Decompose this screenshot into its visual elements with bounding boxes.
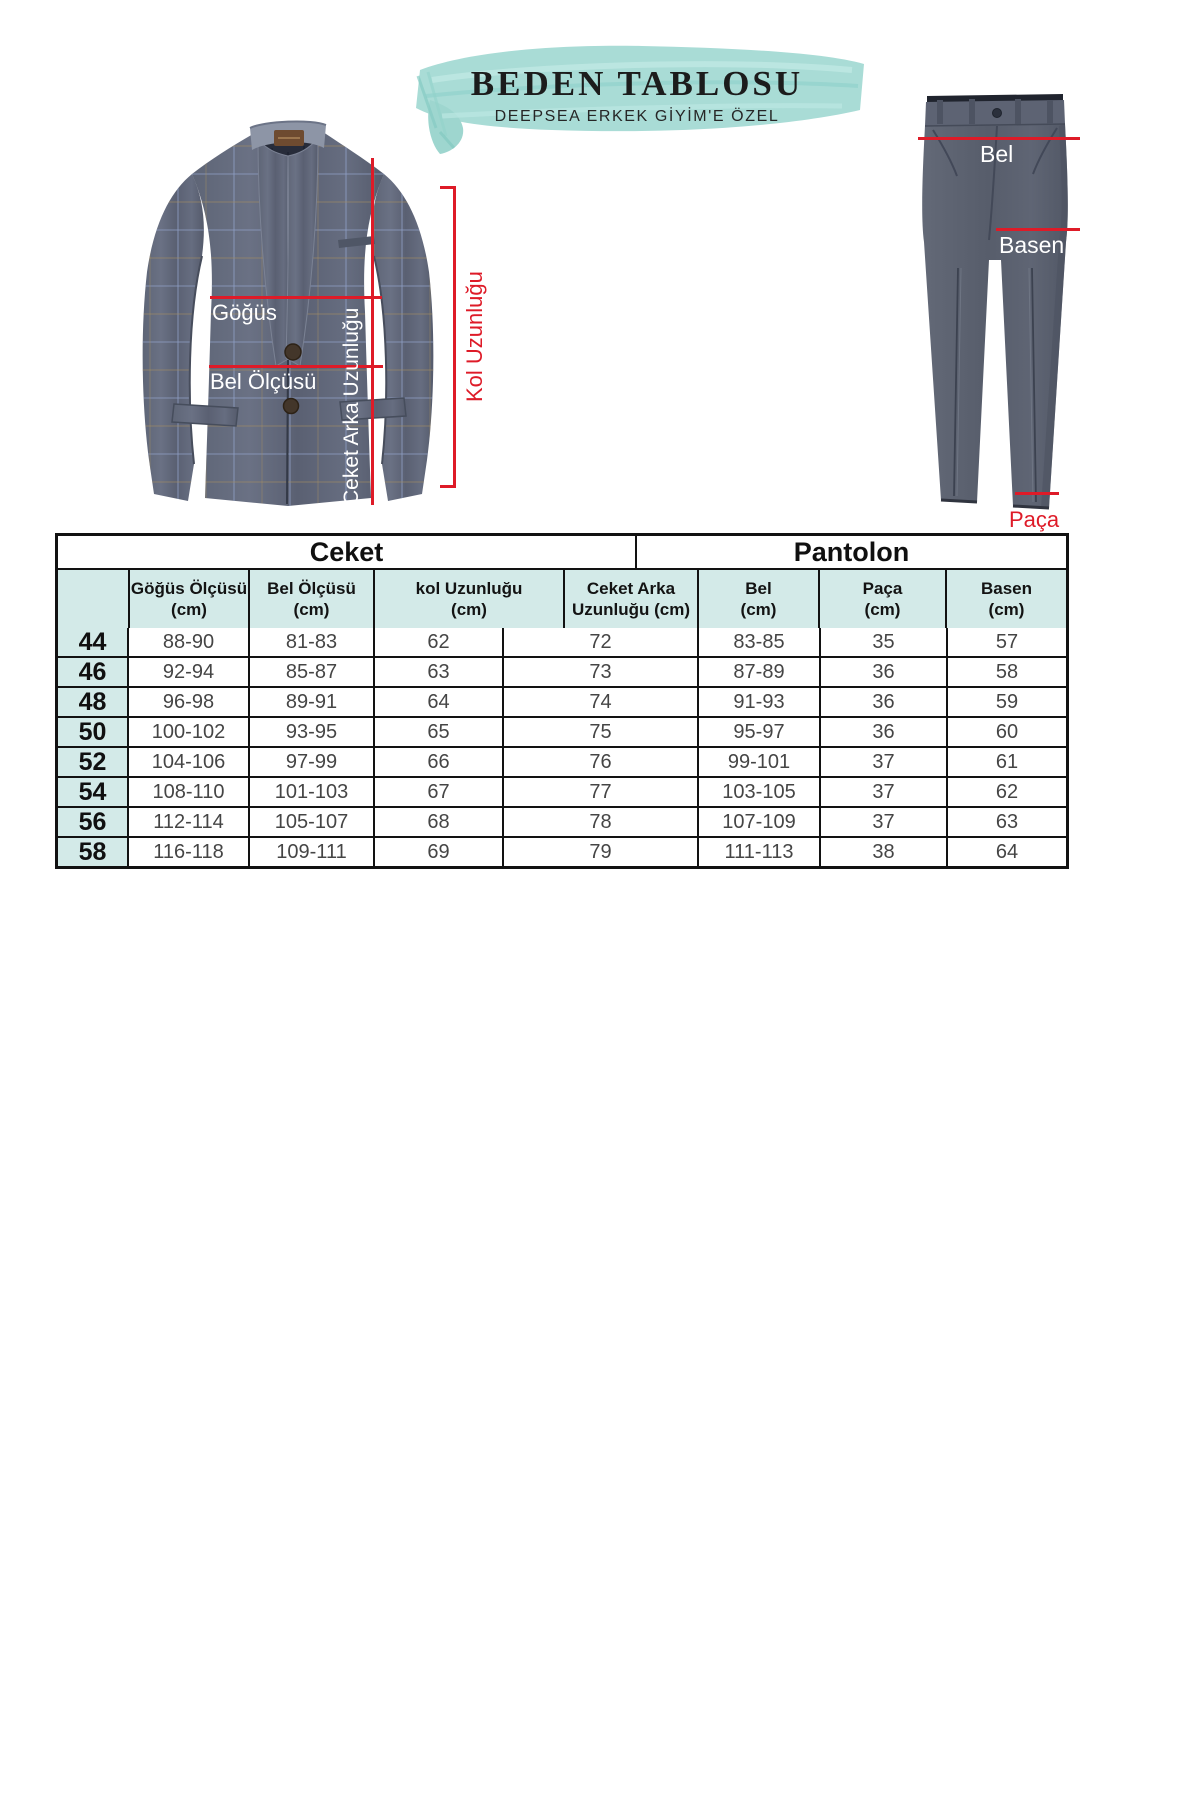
group-header-trousers: Pantolon: [635, 536, 1066, 568]
column-unit: (cm): [451, 600, 487, 619]
value-cell: 100-102: [127, 718, 248, 746]
value-cell: 91-93: [697, 688, 819, 716]
value-cell: 116-118: [127, 838, 248, 866]
page-title: BEDEN TABLOSU: [470, 64, 804, 103]
column-unit: (cm): [171, 600, 207, 619]
value-cell: 58: [946, 658, 1066, 686]
value-cell: 36: [819, 688, 946, 716]
value-cell: 36: [819, 658, 946, 686]
hip-line: [996, 228, 1080, 231]
value-cell: 101-103: [248, 778, 373, 806]
size-cell: 46: [58, 658, 127, 686]
sleeve-length-label: Kol Uzunluğu: [462, 271, 487, 403]
value-cell: 79: [502, 838, 697, 866]
value-cell: 62: [946, 778, 1066, 806]
column-title: Paça: [862, 578, 903, 598]
value-cell: 59: [946, 688, 1066, 716]
value-cell: 103-105: [697, 778, 819, 806]
table-row: [58, 776, 1066, 806]
value-cell: 83-85: [697, 628, 819, 656]
column-unit: (cm): [293, 600, 330, 619]
value-cell: 112-114: [127, 808, 248, 836]
value-cell: 38: [819, 838, 946, 866]
size-cell: 58: [58, 838, 127, 866]
value-cell: 93-95: [248, 718, 373, 746]
value-cell: 69: [373, 838, 502, 866]
size-cell: 44: [58, 628, 127, 656]
value-cell: 97-99: [248, 748, 373, 776]
column-header-waist: [248, 570, 373, 628]
value-cell: 72: [502, 628, 697, 656]
value-cell: 74: [502, 688, 697, 716]
column-unit: (cm): [740, 600, 777, 619]
value-cell: 104-106: [127, 748, 248, 776]
table-row: [58, 836, 1066, 866]
table-row: [58, 628, 1066, 656]
value-cell: 36: [819, 718, 946, 746]
table-row: [58, 746, 1066, 776]
back-length-line: [371, 158, 374, 505]
column-title: Ceket Arka: [586, 578, 676, 598]
jacket-waist-label: Bel Ölçüsü: [210, 369, 317, 394]
value-cell: 85-87: [248, 658, 373, 686]
group-header-jacket: Ceket: [58, 536, 635, 568]
value-cell: 68: [373, 808, 502, 836]
table-row: [58, 716, 1066, 746]
size-cell: 50: [58, 718, 127, 746]
value-cell: 89-91: [248, 688, 373, 716]
value-cell: 109-111: [248, 838, 373, 866]
chest-label: Göğüs: [212, 300, 277, 325]
value-cell: 88-90: [127, 628, 248, 656]
value-cell: 67: [373, 778, 502, 806]
value-cell: 35: [819, 628, 946, 656]
value-cell: 96-98: [127, 688, 248, 716]
hip-label: Basen: [999, 232, 1065, 258]
column-header-chest: [128, 570, 248, 628]
value-cell: 64: [946, 838, 1066, 866]
value-cell: 75: [502, 718, 697, 746]
trousers-waist-line: [918, 137, 1080, 140]
column-title: Göğüs Ölçüsü: [130, 578, 248, 598]
size-cell: 52: [58, 748, 127, 776]
value-cell: 62: [373, 628, 502, 656]
value-cell: 65: [373, 718, 502, 746]
value-cell: 87-89: [697, 658, 819, 686]
table-group-header-row: [58, 536, 1066, 568]
value-cell: 108-110: [127, 778, 248, 806]
value-cell: 66: [373, 748, 502, 776]
value-cell: 60: [946, 718, 1066, 746]
size-cell: 56: [58, 808, 127, 836]
value-cell: 111-113: [697, 838, 819, 866]
column-header-hip: [945, 570, 1066, 628]
value-cell: 63: [946, 808, 1066, 836]
table-body: [58, 628, 1066, 866]
value-cell: 77: [502, 778, 697, 806]
table-row: [58, 806, 1066, 836]
value-cell: 37: [819, 808, 946, 836]
value-cell: 95-97: [697, 718, 819, 746]
column-unit: (cm): [864, 600, 901, 619]
value-cell: 37: [819, 778, 946, 806]
hem-line: [1015, 492, 1059, 495]
value-cell: 64: [373, 688, 502, 716]
size-cell: 54: [58, 778, 127, 806]
sleeve-bracket-bottom-tick: [440, 485, 456, 488]
column-header-back-length: [563, 570, 697, 628]
value-cell: 99-101: [697, 748, 819, 776]
jacket-image: [112, 108, 464, 508]
size-table: [55, 533, 1069, 869]
column-title: Basen: [980, 578, 1033, 598]
column-header-sleeve: [373, 570, 563, 628]
column-title: Bel Ölçüsü: [267, 578, 356, 598]
value-cell: 107-109: [697, 808, 819, 836]
page-subtitle: DEEPSEA ERKEK GİYİM'E ÖZEL: [494, 108, 780, 125]
value-cell: 105-107: [248, 808, 373, 836]
value-cell: 61: [946, 748, 1066, 776]
table-row: [58, 686, 1066, 716]
column-unit: Uzunluğu (cm): [571, 600, 691, 619]
value-cell: 81-83: [248, 628, 373, 656]
column-header-hem: [818, 570, 945, 628]
back-length-label: Ceket Arka Uzunluğu: [340, 307, 363, 505]
value-cell: 78: [502, 808, 697, 836]
column-header-size: [58, 570, 128, 628]
value-cell: 63: [373, 658, 502, 686]
size-cell: 48: [58, 688, 127, 716]
column-header-trouser-waist: [697, 570, 818, 628]
column-unit: (cm): [988, 600, 1025, 619]
value-cell: 57: [946, 628, 1066, 656]
value-cell: 73: [502, 658, 697, 686]
table-row: [58, 656, 1066, 686]
value-cell: 92-94: [127, 658, 248, 686]
hem-label: Paça: [1009, 507, 1060, 532]
column-title: kol Uzunluğu: [415, 578, 523, 598]
trousers-waist-label: Bel: [980, 141, 1014, 167]
value-cell: 37: [819, 748, 946, 776]
value-cell: 76: [502, 748, 697, 776]
sleeve-bracket-line: [453, 186, 456, 488]
column-title: Bel: [745, 578, 772, 598]
table-column-header-row: [58, 568, 1066, 628]
